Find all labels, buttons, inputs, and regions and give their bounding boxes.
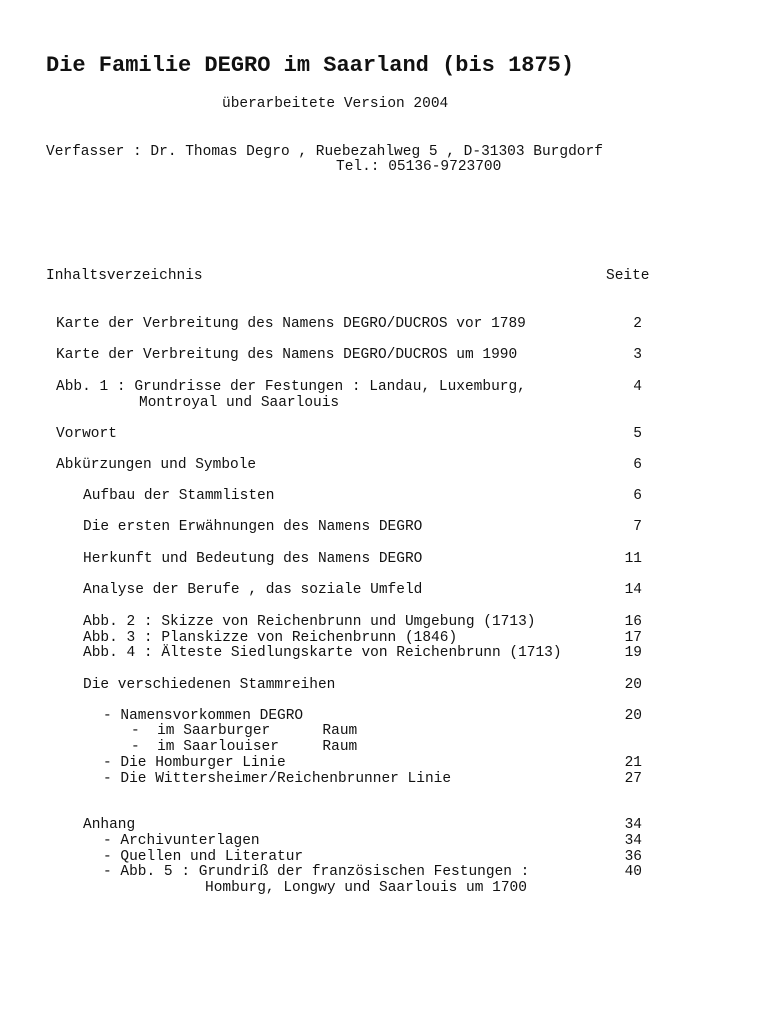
toc-entry: Die ersten Erwähnungen des Namens DEGRO xyxy=(83,519,423,535)
toc-entry-continuation: Homburg, Longwy und Saarlouis um 1700 xyxy=(205,880,527,896)
toc-page-number: 34 xyxy=(624,833,642,849)
toc-page-number: 40 xyxy=(624,864,642,880)
toc-page-number: 3 xyxy=(633,347,642,363)
toc-page-number: 27 xyxy=(624,771,642,787)
toc-page-number: 11 xyxy=(624,551,642,567)
toc-entry: - im Saarburger Raum xyxy=(131,723,358,739)
toc-entry: Karte der Verbreitung des Namens DEGRO/DUCROS um 1990 xyxy=(56,347,518,363)
page-title: Die Familie DEGRO im Saarland (bis 1875) xyxy=(46,53,575,78)
toc-entry: Aufbau der Stammlisten xyxy=(83,488,275,504)
toc-entry: - Die Homburger Linie xyxy=(103,755,286,771)
toc-entry: Analyse der Berufe , das soziale Umfeld xyxy=(83,582,423,598)
toc-entry: - Quellen und Literatur xyxy=(103,849,304,865)
toc-entry: Abb. 4 : Älteste Siedlungskarte von Reichenbrunn (1713) xyxy=(83,645,562,661)
toc-page-number: 6 xyxy=(633,488,642,504)
toc-page-number: 17 xyxy=(624,630,642,646)
toc-page-number: 14 xyxy=(624,582,642,598)
toc-entry: - Abb. 5 : Grundriß der französischen Festungen : xyxy=(103,864,530,880)
toc-entry: Herkunft und Bedeutung des Namens DEGRO xyxy=(83,551,423,567)
toc-entry: - Archivunterlagen xyxy=(103,833,260,849)
toc-page-number: 21 xyxy=(624,755,642,771)
toc-entry: - Namensvorkommen DEGRO xyxy=(103,708,304,724)
toc-entry: Abb. 1 : Grundrisse der Festungen : Landau, Luxemburg, xyxy=(56,379,526,395)
toc-page-heading: Seite xyxy=(606,268,650,284)
toc-entry: Vorwort xyxy=(56,426,117,442)
toc-page-number: 20 xyxy=(624,677,642,693)
toc-page-number: 5 xyxy=(633,426,642,442)
toc-entry: Die verschiedenen Stammreihen xyxy=(83,677,336,693)
toc-entry: Anhang xyxy=(83,817,136,833)
toc-page-number: 19 xyxy=(624,645,642,661)
phone-line: Tel.: 05136-9723700 xyxy=(336,159,502,175)
version-subtitle: überarbeitete Version 2004 xyxy=(222,96,449,112)
toc-page-number: 36 xyxy=(624,849,642,865)
toc-entry-continuation: Montroyal und Saarlouis xyxy=(139,395,340,411)
toc-page-number: 7 xyxy=(633,519,642,535)
toc-page-number: 6 xyxy=(633,457,642,473)
toc-entry: - Die Wittersheimer/Reichenbrunner Linie xyxy=(103,771,452,787)
toc-entry: Abb. 2 : Skizze von Reichenbrunn und Umgebung (1713) xyxy=(83,614,536,630)
author-line: Verfasser : Dr. Thomas Degro , Ruebezahlweg 5 , D-31303 Burgdorf xyxy=(46,144,603,160)
toc-entry: - im Saarlouiser Raum xyxy=(131,739,358,755)
toc-heading: Inhaltsverzeichnis xyxy=(46,268,203,284)
toc-entry: Abb. 3 : Planskizze von Reichenbrunn (1846) xyxy=(83,630,458,646)
toc-page-number: 34 xyxy=(624,817,642,833)
toc-page-number: 16 xyxy=(624,614,642,630)
toc-entry: Karte der Verbreitung des Namens DEGRO/DUCROS vor 1789 xyxy=(56,316,526,332)
toc-page-number: 4 xyxy=(633,379,642,395)
toc-page-number: 20 xyxy=(624,708,642,724)
toc-page-number: 2 xyxy=(633,316,642,332)
toc-entry: Abkürzungen und Symbole xyxy=(56,457,257,473)
